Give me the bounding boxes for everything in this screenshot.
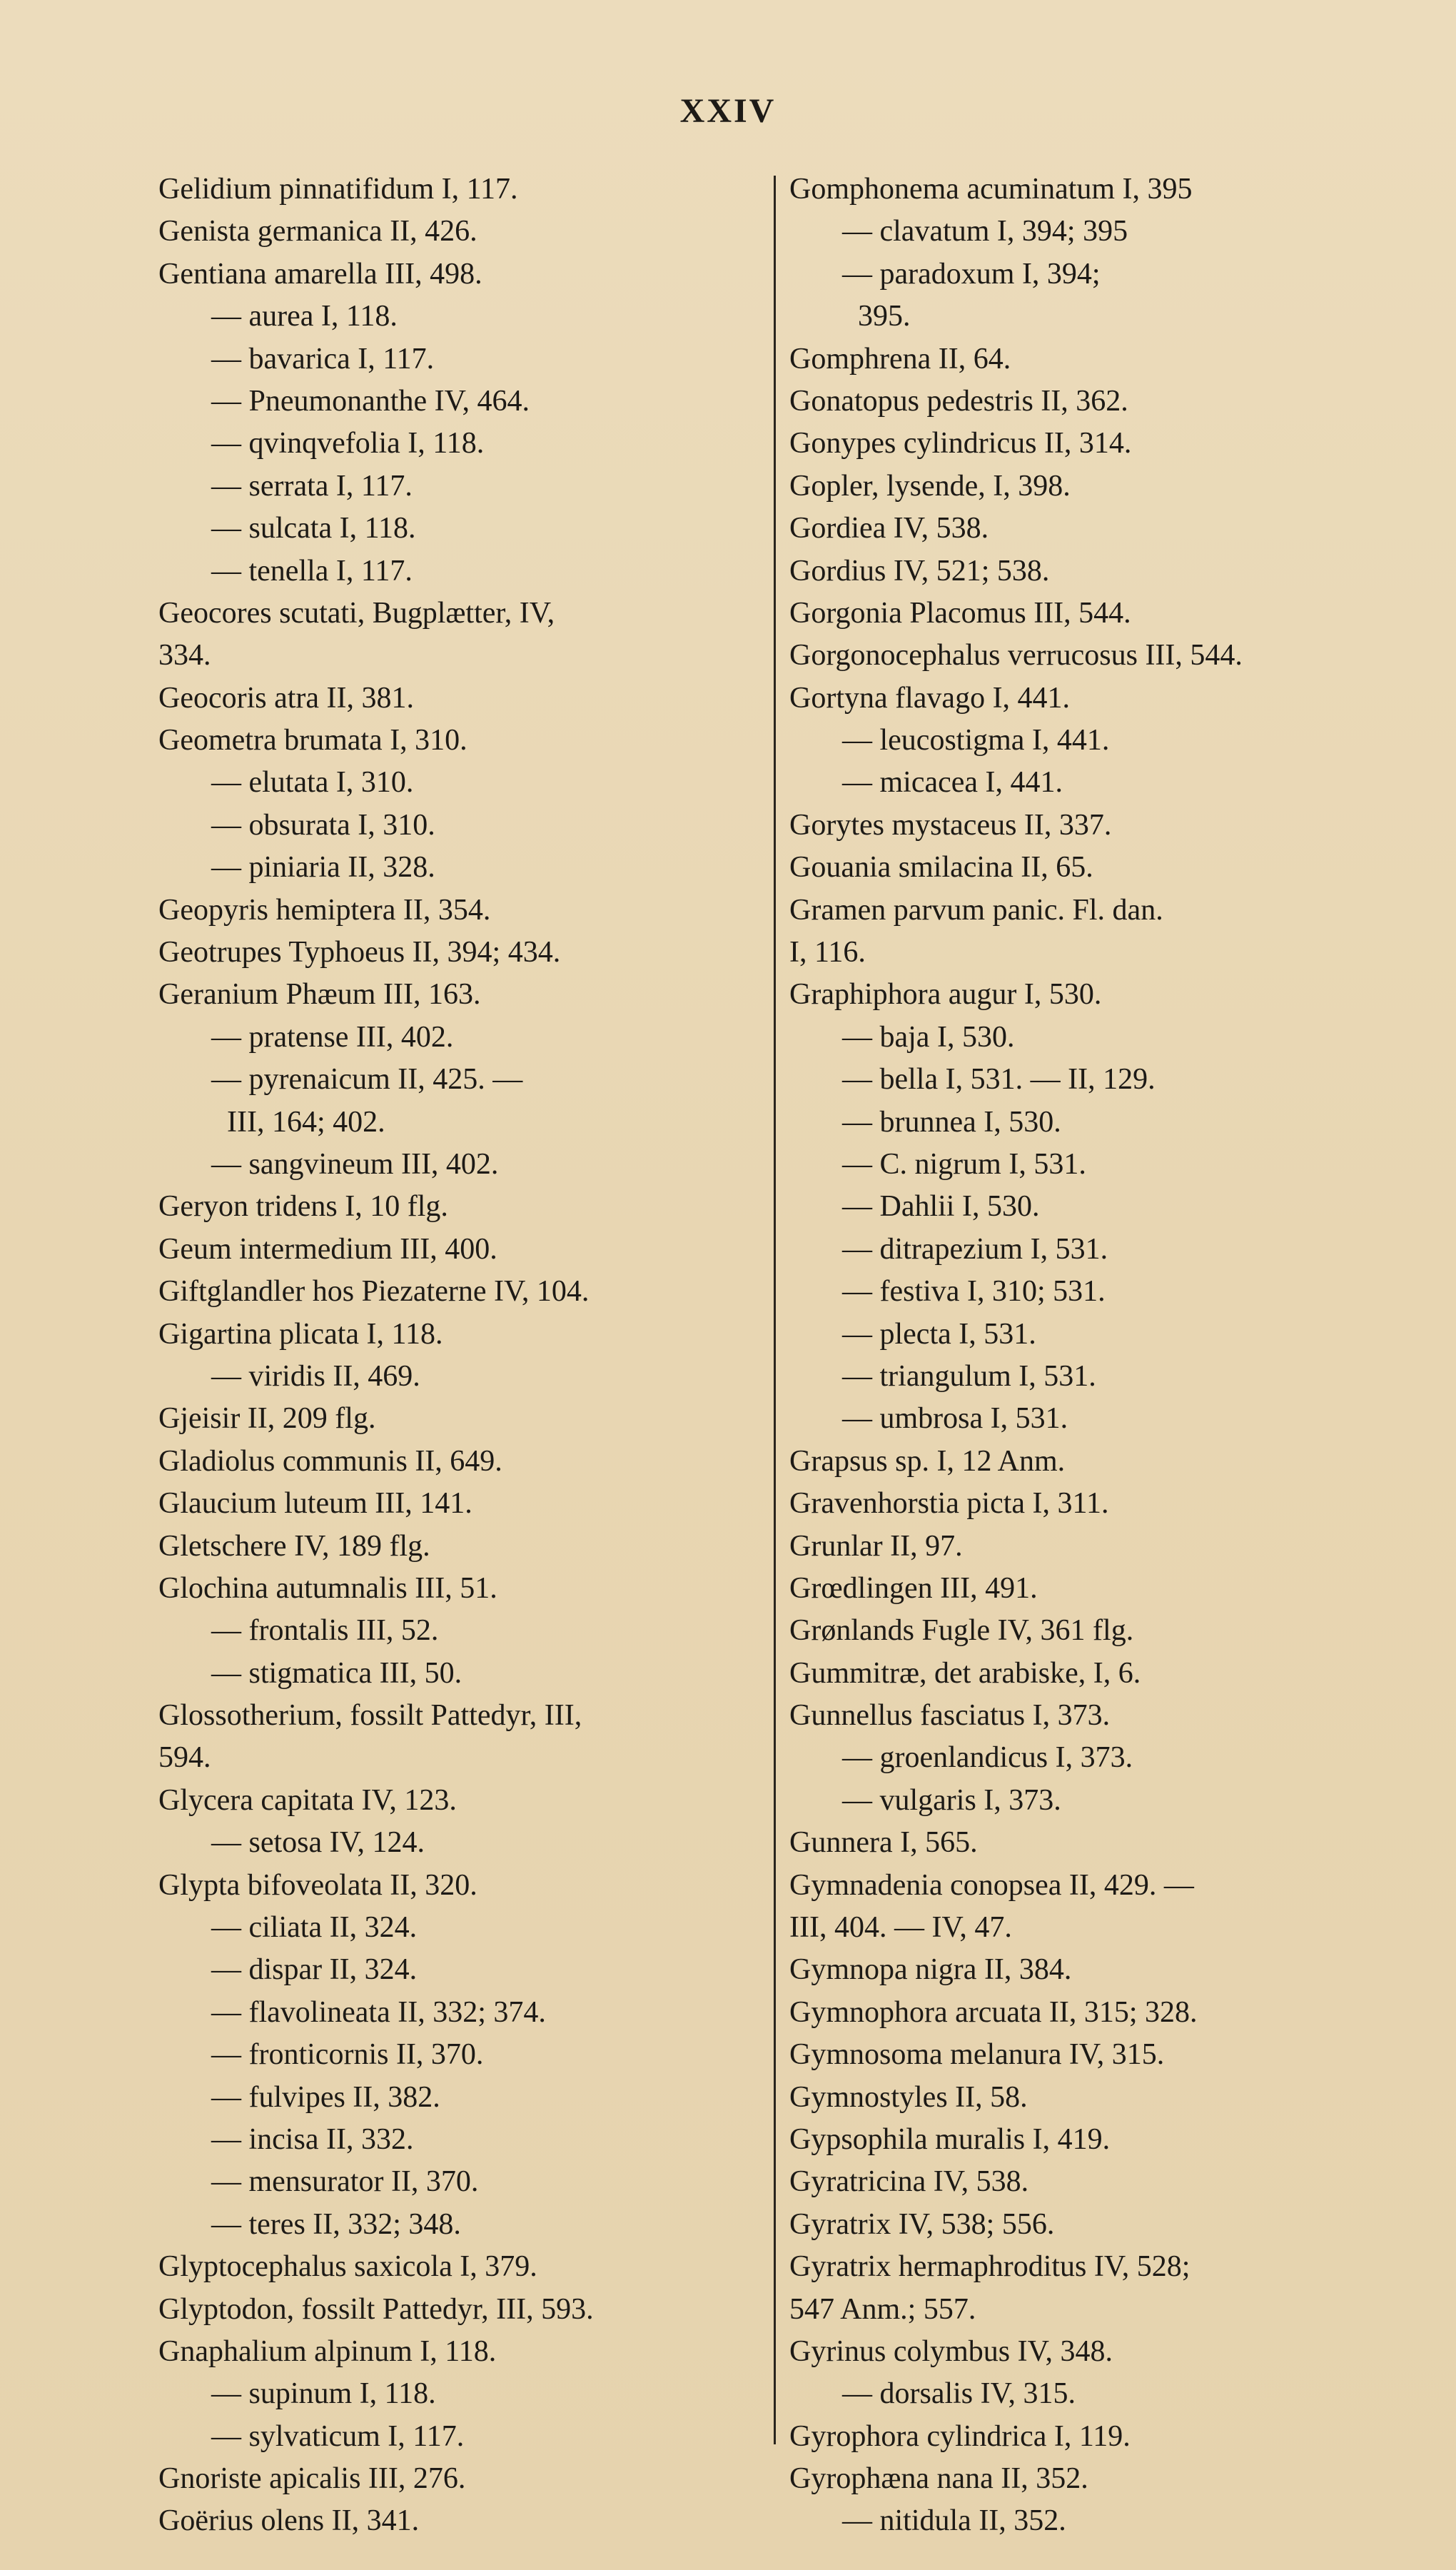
index-entry: Glyptocephalus saxicola I, 379. <box>158 2250 537 2284</box>
index-entry: — brunnea I, 530. <box>842 1105 1061 1139</box>
index-entry: — frontalis III, 52. <box>211 1614 439 1648</box>
index-entry: Gymnostyles II, 58. <box>789 2080 1028 2114</box>
index-entry: — viridis II, 469. <box>211 1359 420 1393</box>
index-entry: Gentiana amarella III, 498. <box>158 257 482 291</box>
index-entry: — nitidula II, 352. <box>842 2504 1066 2538</box>
index-entry: Graphiphora augur I, 530. <box>789 978 1102 1012</box>
index-entry: — setosa IV, 124. <box>211 1826 425 1860</box>
index-entry: — fulvipes II, 382. <box>211 2080 440 2114</box>
index-entry: Gonatopus pedestris II, 362. <box>789 384 1128 418</box>
index-entry: Gramen parvum panic. Fl. dan. <box>789 893 1163 927</box>
index-entry: — teres II, 332; 348. <box>211 2207 461 2241</box>
index-entry: 334. <box>158 639 211 672</box>
index-entry: 395. <box>858 300 911 333</box>
index-entry: I, 116. <box>789 936 866 969</box>
index-entry: Gunnellus fasciatus I, 373. <box>789 1699 1111 1733</box>
index-entry: — serrata I, 117. <box>211 469 413 503</box>
index-entry: — bavarica I, 117. <box>211 342 435 376</box>
index-entry: Genista germanica II, 426. <box>158 215 477 248</box>
index-entry: — C. nigrum I, 531. <box>842 1147 1086 1181</box>
index-entry: Gyrophora cylindrica I, 119. <box>789 2419 1131 2453</box>
index-entry: — Dahlii I, 530. <box>842 1190 1040 1224</box>
index-entry: Gorgonocephalus verrucosus III, 544. <box>789 639 1243 672</box>
index-entry: Geryon tridens I, 10 flg. <box>158 1190 448 1224</box>
index-entry: Gummitræ, det arabiske, I, 6. <box>789 1656 1141 1690</box>
index-entry: Gladiolus communis II, 649. <box>158 1444 502 1478</box>
index-entry: — paradoxum I, 394; <box>842 257 1101 291</box>
index-entry: Grønlands Fugle IV, 361 flg. <box>789 1614 1134 1648</box>
column-divider <box>774 176 776 2444</box>
index-entry: Glyptodon, fossilt Pattedyr, III, 593. <box>158 2292 594 2326</box>
index-entry: Gorgonia Placomus III, 544. <box>789 596 1131 630</box>
index-entry: Gouania smilacina II, 65. <box>789 851 1093 885</box>
index-entry: Geranium Phæum III, 163. <box>158 978 481 1012</box>
index-entry: — sangvineum III, 402. <box>211 1147 499 1181</box>
index-entry: — dispar II, 324. <box>211 1953 418 1987</box>
index-entry: — pratense III, 402. <box>211 1020 454 1054</box>
index-entry: Glaucium luteum III, 141. <box>158 1487 472 1521</box>
index-entry: Grapsus sp. I, 12 Anm. <box>789 1444 1066 1478</box>
index-entry: Glochina autumnalis III, 51. <box>158 1571 497 1605</box>
index-entry: — micacea I, 441. <box>842 766 1063 800</box>
index-entry: — mensurator II, 370. <box>211 2165 479 2199</box>
index-entry: Gjeisir II, 209 flg. <box>158 1402 376 1436</box>
index-entry: Gymnophora arcuata II, 315; 328. <box>789 1995 1198 2029</box>
page-number: XXIV <box>679 92 777 130</box>
index-entry: — triangulum I, 531. <box>842 1359 1096 1393</box>
index-entry: Gomphonema acuminatum I, 395 <box>789 173 1193 206</box>
index-entry: Gletschere IV, 189 flg. <box>158 1529 430 1563</box>
index-entry: — baja I, 530. <box>842 1020 1015 1054</box>
index-entry: Gnaphalium alpinum I, 118. <box>158 2334 497 2368</box>
index-entry: III, 164; 402. <box>227 1105 385 1139</box>
index-column-left <box>158 168 758 2543</box>
index-entry: Gymnadenia conopsea II, 429. — <box>789 1868 1194 1902</box>
index-entry: 594. <box>158 1741 211 1775</box>
index-entry: Geopyris hemiptera II, 354. <box>158 893 491 927</box>
index-entry: — stigmatica III, 50. <box>211 1656 462 1690</box>
index-entry: — bella I, 531. — II, 129. <box>842 1063 1156 1097</box>
index-entry: Gorytes mystaceus II, 337. <box>789 808 1112 842</box>
index-entry: Gravenhorstia picta I, 311. <box>789 1487 1109 1521</box>
index-entry: — plecta I, 531. <box>842 1317 1036 1351</box>
index-entry: — sylvaticum I, 117. <box>211 2419 465 2453</box>
index-entry: Gyrinus colymbus IV, 348. <box>789 2334 1113 2368</box>
index-entry: Gopler, lysende, I, 398. <box>789 469 1071 503</box>
index-column-right <box>789 168 1417 2543</box>
index-entry: Grœdlingen III, 491. <box>789 1571 1038 1605</box>
index-entry: Gunnera I, 565. <box>789 1826 978 1860</box>
index-entry: Gonypes cylindricus II, 314. <box>789 427 1132 460</box>
index-entry: Giftglandler hos Piezaterne IV, 104. <box>158 1275 590 1309</box>
index-entry: — ditrapezium I, 531. <box>842 1232 1108 1266</box>
index-entry: Geocoris atra II, 381. <box>158 681 415 715</box>
index-entry: — sulcata I, 118. <box>211 512 416 545</box>
index-entry: Gymnopa nigra II, 384. <box>789 1953 1072 1987</box>
index-entry: Gordius IV, 521; 538. <box>789 554 1050 588</box>
index-entry: — umbrosa I, 531. <box>842 1402 1068 1436</box>
index-entry: Gigartina plicata I, 118. <box>158 1317 443 1351</box>
index-entry: — Pneumonanthe IV, 464. <box>211 384 530 418</box>
index-entry: — dorsalis IV, 315. <box>842 2377 1076 2411</box>
index-entry: — tenella I, 117. <box>211 554 413 588</box>
index-entry: Geocores scutati, Bugplætter, IV, <box>158 596 555 630</box>
index-entry: Gyratrix hermaphroditus IV, 528; <box>789 2250 1190 2284</box>
index-entry: Gomphrena II, 64. <box>789 342 1011 376</box>
index-entry: — obsurata I, 310. <box>211 808 435 842</box>
index-entry: — ciliata II, 324. <box>211 1911 418 1945</box>
index-entry: Glycera capitata IV, 123. <box>158 1783 457 1817</box>
index-entry: — incisa II, 332. <box>211 2122 414 2156</box>
index-entry: III, 404. — IV, 47. <box>789 1911 1012 1945</box>
index-entry: — flavolineata II, 332; 374. <box>211 1995 546 2029</box>
index-entry: — elutata I, 310. <box>211 766 414 800</box>
index-entry: Gordiea IV, 538. <box>789 512 989 545</box>
index-entry: — aurea I, 118. <box>211 300 398 333</box>
index-entry: Geum intermedium III, 400. <box>158 1232 497 1266</box>
index-entry: — leucostigma I, 441. <box>842 724 1110 757</box>
index-entry: Gypsophila muralis I, 419. <box>789 2122 1111 2156</box>
index-entry: Goërius olens II, 341. <box>158 2504 420 2538</box>
index-entry: Geometra brumata I, 310. <box>158 724 467 757</box>
index-entry: Glypta bifoveolata II, 320. <box>158 1868 477 1902</box>
index-entry: — piniaria II, 328. <box>211 851 435 885</box>
index-entry: — clavatum I, 394; 395 <box>842 215 1128 248</box>
index-entry: Gelidium pinnatifidum I, 117. <box>158 173 518 206</box>
index-entry: Gyratricina IV, 538. <box>789 2165 1029 2199</box>
index-entry: — supinum I, 118. <box>211 2377 436 2411</box>
index-entry: Geotrupes Typhoeus II, 394; 434. <box>158 936 561 969</box>
index-entry: Gortyna flavago I, 441. <box>789 681 1071 715</box>
index-entry: Gymnosoma melanura IV, 315. <box>789 2038 1165 2072</box>
index-entry: Gyrophæna nana II, 352. <box>789 2462 1088 2496</box>
index-entry: — groenlandicus I, 373. <box>842 1741 1133 1775</box>
index-entry: Gyratrix IV, 538; 556. <box>789 2207 1055 2241</box>
index-entry: — festiva I, 310; 531. <box>842 1275 1106 1309</box>
index-entry: — pyrenaicum II, 425. — <box>211 1063 523 1097</box>
index-entry: Grunlar II, 97. <box>789 1529 963 1563</box>
index-entry: 547 Anm.; 557. <box>789 2292 976 2326</box>
index-entry: Gnoriste apicalis III, 276. <box>158 2462 466 2496</box>
index-entry: — fronticornis II, 370. <box>211 2038 484 2072</box>
index-entry: — qvinqvefolia I, 118. <box>211 427 485 460</box>
index-entry: Glossotherium, fossilt Pattedyr, III, <box>158 1699 582 1733</box>
index-entry: — vulgaris I, 373. <box>842 1783 1061 1817</box>
